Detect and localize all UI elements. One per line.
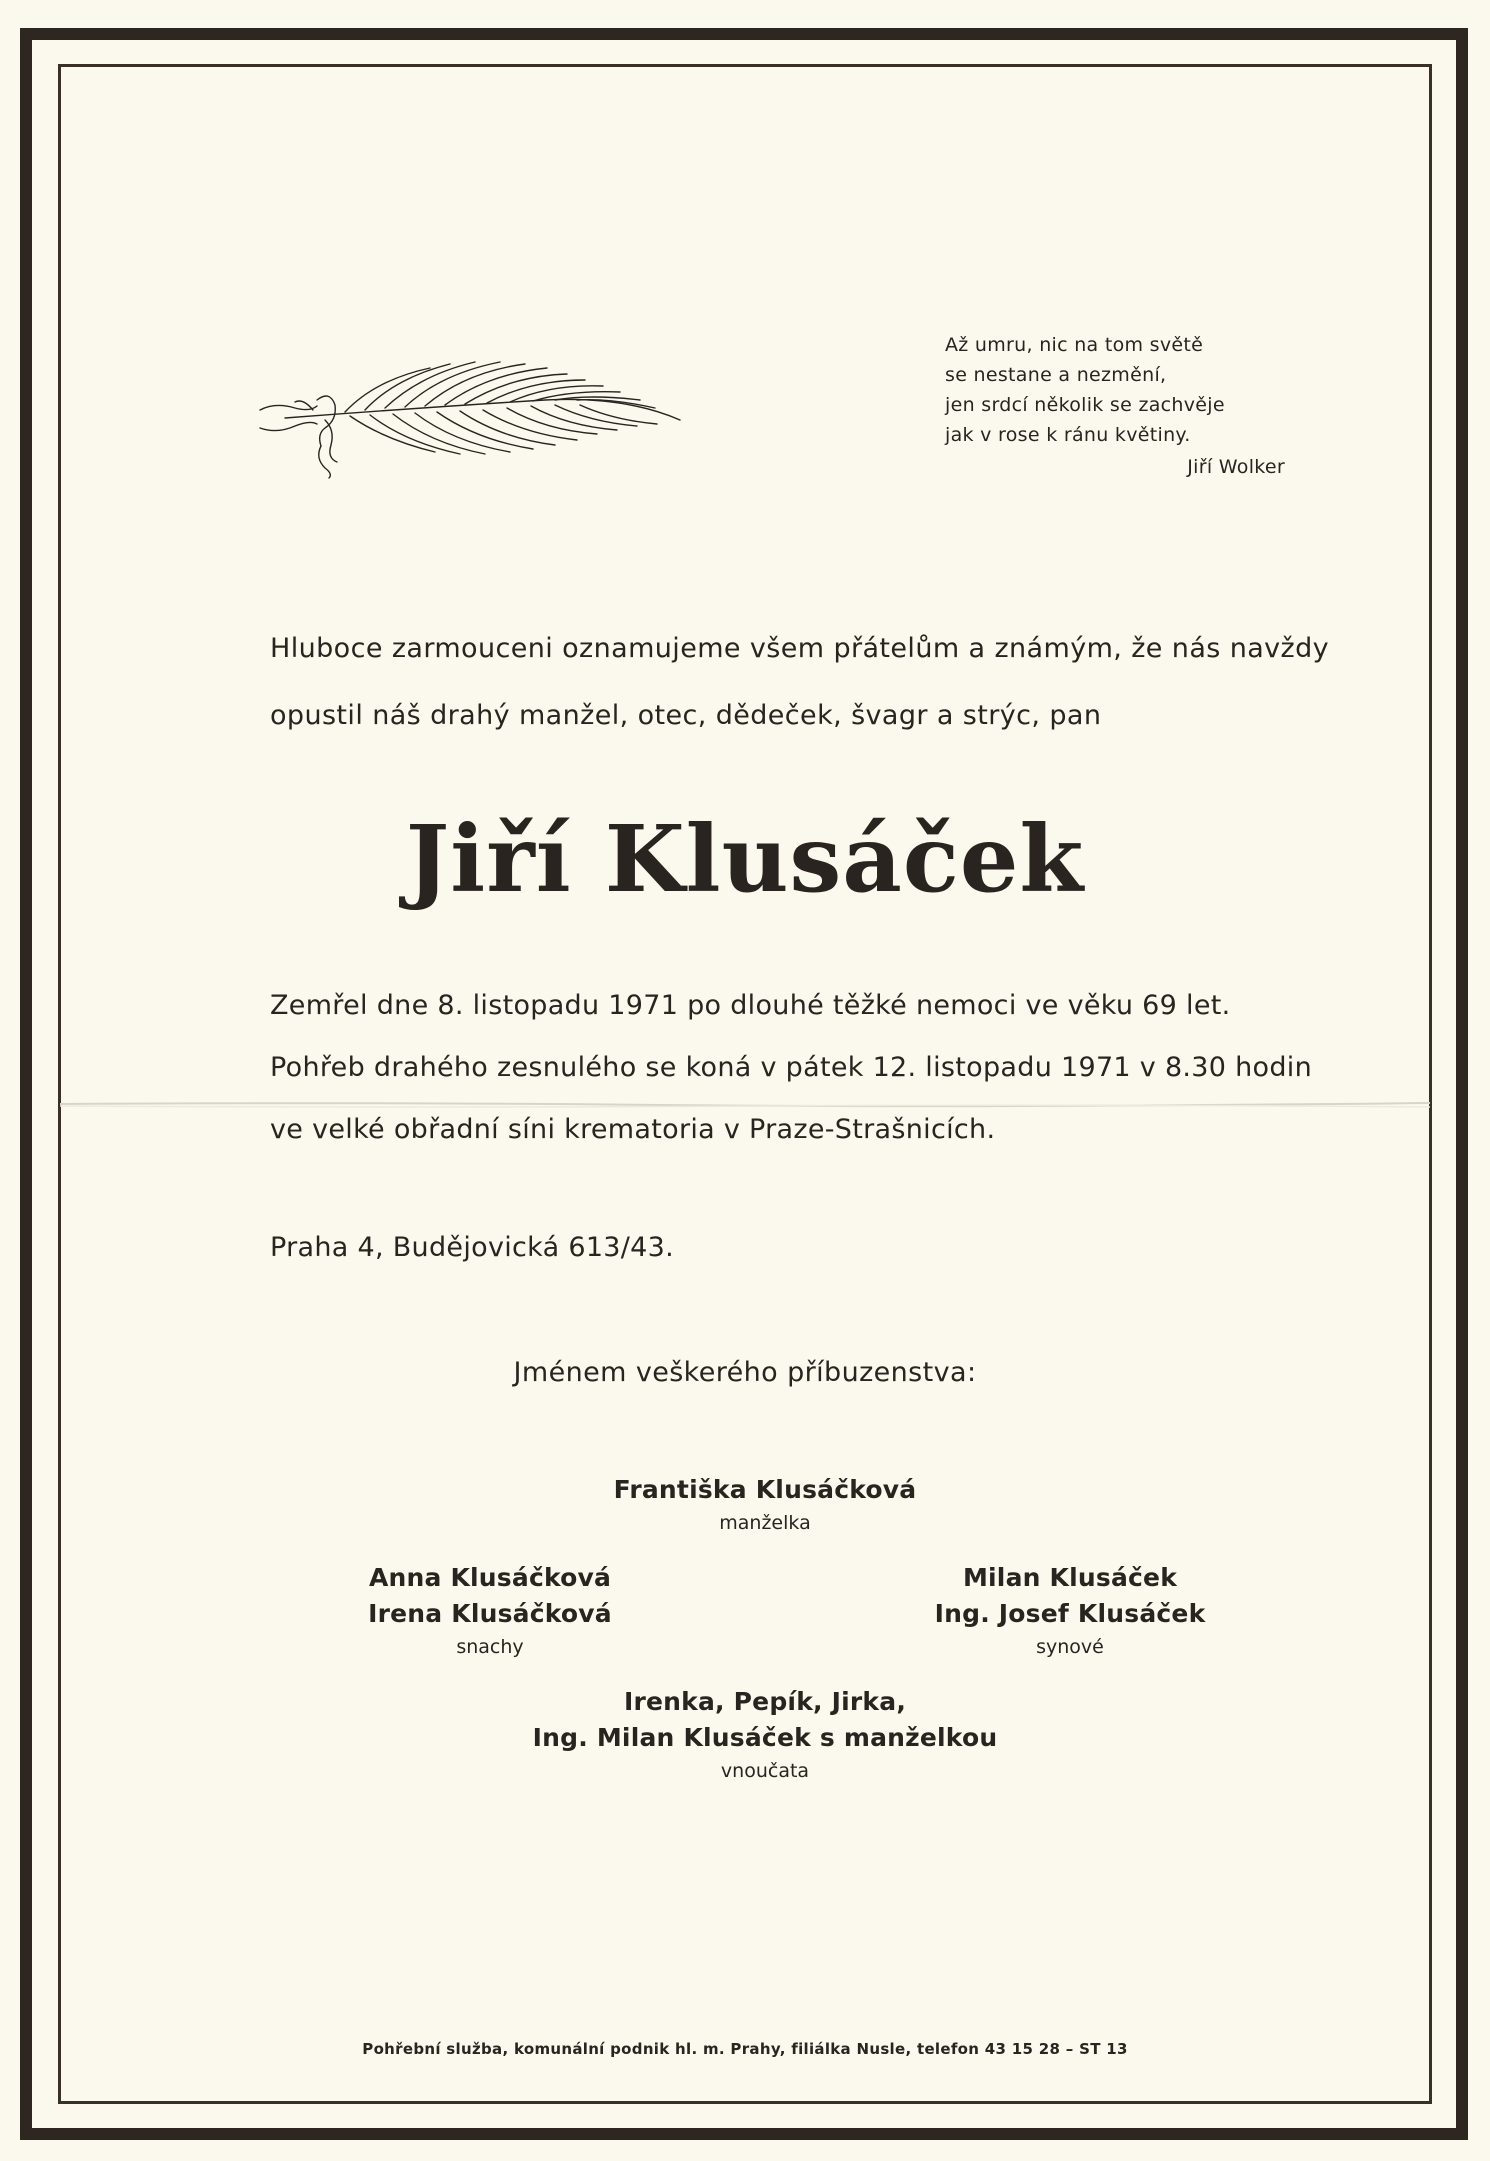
footer-imprint: Pohřební služba, komunální podnik hl. m. Prahy, filiálka Nusle, telefon 43 15 28 – ST 13 [362,2040,1128,2058]
paper-fold [60,1097,1430,1111]
wife-name: Františka Klusáčková [613,1475,917,1504]
death-details: Zemřel dne 8. listopadu 1971 po dlouhé těžké nemoci ve věku 69 let. [270,990,1231,1021]
daughters-in-law-role: snachy [456,1636,524,1658]
daughter-in-law-name-2: Irena Klusáčková [368,1599,612,1628]
on-behalf-heading: Jménem veškerého příbuzenstva: [513,1357,977,1388]
wife-role: manželka [719,1512,811,1534]
poem-line-1: Až umru, nic na tom světě [945,334,1204,356]
grandchildren-role: vnoučata [720,1760,810,1782]
grandchildren-names-1: Irenka, Pepík, Jirka, [623,1687,907,1716]
sons-role: synové [1036,1636,1104,1658]
son-name-2: Ing. Josef Klusáček [934,1599,1206,1628]
ceremony-place: ve velké obřadní síni krematoria v Praze-Strašnicích. [270,1114,996,1145]
poem-line-3: jen srdcí několik se zachvěje [945,394,1225,416]
poem-line-2: se nestane a nezmění, [945,364,1167,386]
deceased-name: Jiří Klusáček [405,805,1085,913]
poem-line-4: jak v rose k ránu květiny. [945,424,1191,446]
relatives-grandchildren [465,1684,1065,1784]
address: Praha 4, Budějovická 613/43. [270,1232,675,1263]
poem [945,330,1285,482]
announcement-line-1: Hluboce zarmouceni oznamujeme všem přátelům a známým, že nás navždy [270,633,1330,664]
poem-author: Jiří Wolker [1187,456,1285,478]
relatives-daughters-in-law [300,1560,680,1660]
daughter-in-law-name-1: Anna Klusáčková [368,1563,612,1592]
palm-branch-icon [255,350,695,480]
funeral-details: Pohřeb drahého zesnulého se koná v pátek 12. listopadu 1971 v 8.30 hodin [270,1052,1313,1083]
son-name-1: Milan Klusáček [962,1563,1178,1592]
relatives-sons [880,1560,1260,1660]
relatives-wife [545,1472,985,1536]
grandchildren-names-2: Ing. Milan Klusáček s manželkou [532,1723,998,1752]
announcement-line-2: opustil náš drahý manžel, otec, dědeček, švagr a strýc, pan [270,700,1102,731]
